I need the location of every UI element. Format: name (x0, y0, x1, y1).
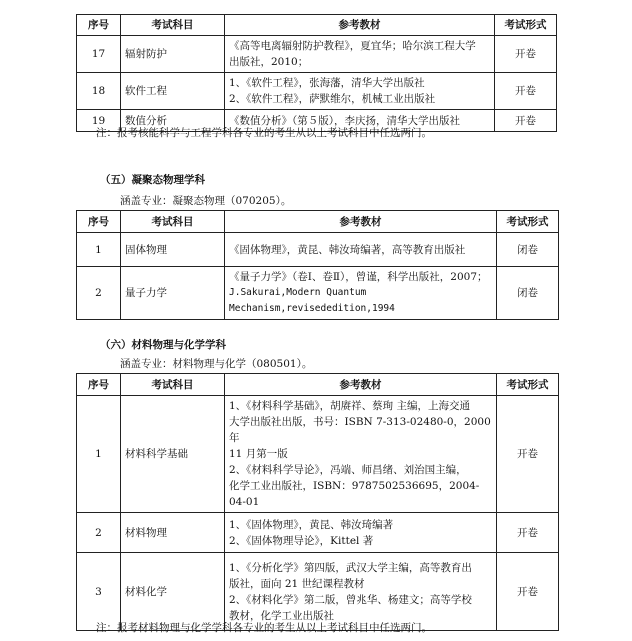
table-exam-subjects-part1 (76, 14, 557, 132)
header-form: 考试形式 (497, 374, 559, 396)
header-subject: 考试科目 (121, 211, 225, 233)
section6-note: 注：报考材料物理与化学学科各专业的考生从以上考试科目中任选两门。 (96, 622, 432, 634)
row-form: 开卷 (497, 513, 559, 553)
row-no: 19 (77, 110, 121, 132)
row-form: 开卷 (495, 110, 557, 132)
row-subject: 量子力学 (121, 267, 225, 320)
table-row (77, 513, 559, 553)
header-form: 考试形式 (497, 211, 559, 233)
row-form: 闭卷 (497, 267, 559, 320)
row-form: 开卷 (495, 73, 557, 110)
row-subject: 材料化学 (121, 553, 225, 631)
row-books: 《高等电离辐射防护教程》，夏宜华；哈尔滨工程大学 出版社，2010； (225, 36, 495, 73)
table-row (77, 553, 559, 631)
section6-subheading: 涵盖专业：材料物理与化学（080501）。 (120, 358, 313, 370)
section6-heading: （六）材料物理与化学学科 (100, 339, 226, 351)
header-form: 考试形式 (495, 15, 557, 36)
row-books: 1、《固体物理》，黄昆、韩汝琦编著 2、《固体物理导论》，Kittel 著 (225, 513, 497, 553)
table-condensed-matter (76, 210, 559, 320)
section5-heading: （五）凝聚态物理学科 (100, 174, 205, 186)
row-books: 《数值分析》（第５版），李庆扬，清华大学出版社 (225, 110, 495, 132)
table-row (77, 267, 559, 320)
row-subject: 材料科学基础 (121, 396, 225, 513)
table-row (77, 73, 557, 110)
row-form: 闭卷 (497, 233, 559, 267)
row-books: 《量子力学》（卷Ⅰ、卷Ⅱ），曾谨，科学出版社，2007； J.Sakurai,Modern Quantum Mechanism,revisededition,1994 (225, 267, 497, 320)
row-no: 18 (77, 73, 121, 110)
header-subject: 考试科目 (121, 374, 225, 396)
row-books: 1、《分析化学》第四版，武汉大学主编，高等教育出 版社，面向 21 世纪课程教材 2、《材料化学》第二版，曾兆华、杨建文；高等学校 教材，化学工业出版社 (225, 553, 497, 631)
row-subject: 固体物理 (121, 233, 225, 267)
table1-note: 注：报考核能科学与工程学科各专业的考生从以上考试科目中任选两门。 (96, 127, 432, 139)
table-row (77, 233, 559, 267)
header-no: 序号 (77, 211, 121, 233)
table-materials (76, 373, 559, 631)
row-books: 1、《软件工程》，张海藩，清华大学出版社 2、《软件工程》，萨默维尔，机械工业出版社 (225, 73, 495, 110)
row-books: 《固体物理》，黄昆、韩汝琦编著，高等教育出版社 (225, 233, 497, 267)
header-no: 序号 (77, 15, 121, 36)
row-form: 开卷 (495, 36, 557, 73)
header-books: 参考教材 (225, 374, 497, 396)
row-subject: 辐射防护 (121, 36, 225, 73)
row-books: 1、《材料科学基础》，胡赓祥、蔡珣 主编，上海交通 大学出版社出版，书号：ISBN 7-313-02480-0，2000 年 11 月第一版 2、《材料科学导论》，冯端、师昌绪、刘治国主编， 化学工业出版社，ISBN：9787502536695，2004-04-01 (225, 396, 497, 513)
row-no: 17 (77, 36, 121, 73)
header-no: 序号 (77, 374, 121, 396)
row-no: 1 (77, 396, 121, 513)
row-subject: 软件工程 (121, 73, 225, 110)
row-no: 1 (77, 233, 121, 267)
header-books: 参考教材 (225, 15, 495, 36)
table-row (77, 396, 559, 513)
section5-subheading: 涵盖专业：凝聚态物理（070205）。 (120, 195, 292, 207)
header-subject: 考试科目 (121, 15, 225, 36)
row-no: 2 (77, 513, 121, 553)
row-no: 2 (77, 267, 121, 320)
row-no: 3 (77, 553, 121, 631)
header-books: 参考教材 (225, 211, 497, 233)
row-subject: 数值分析 (121, 110, 225, 132)
row-form: 开卷 (497, 553, 559, 631)
table-row (77, 36, 557, 73)
row-subject: 材料物理 (121, 513, 225, 553)
row-form: 开卷 (497, 396, 559, 513)
